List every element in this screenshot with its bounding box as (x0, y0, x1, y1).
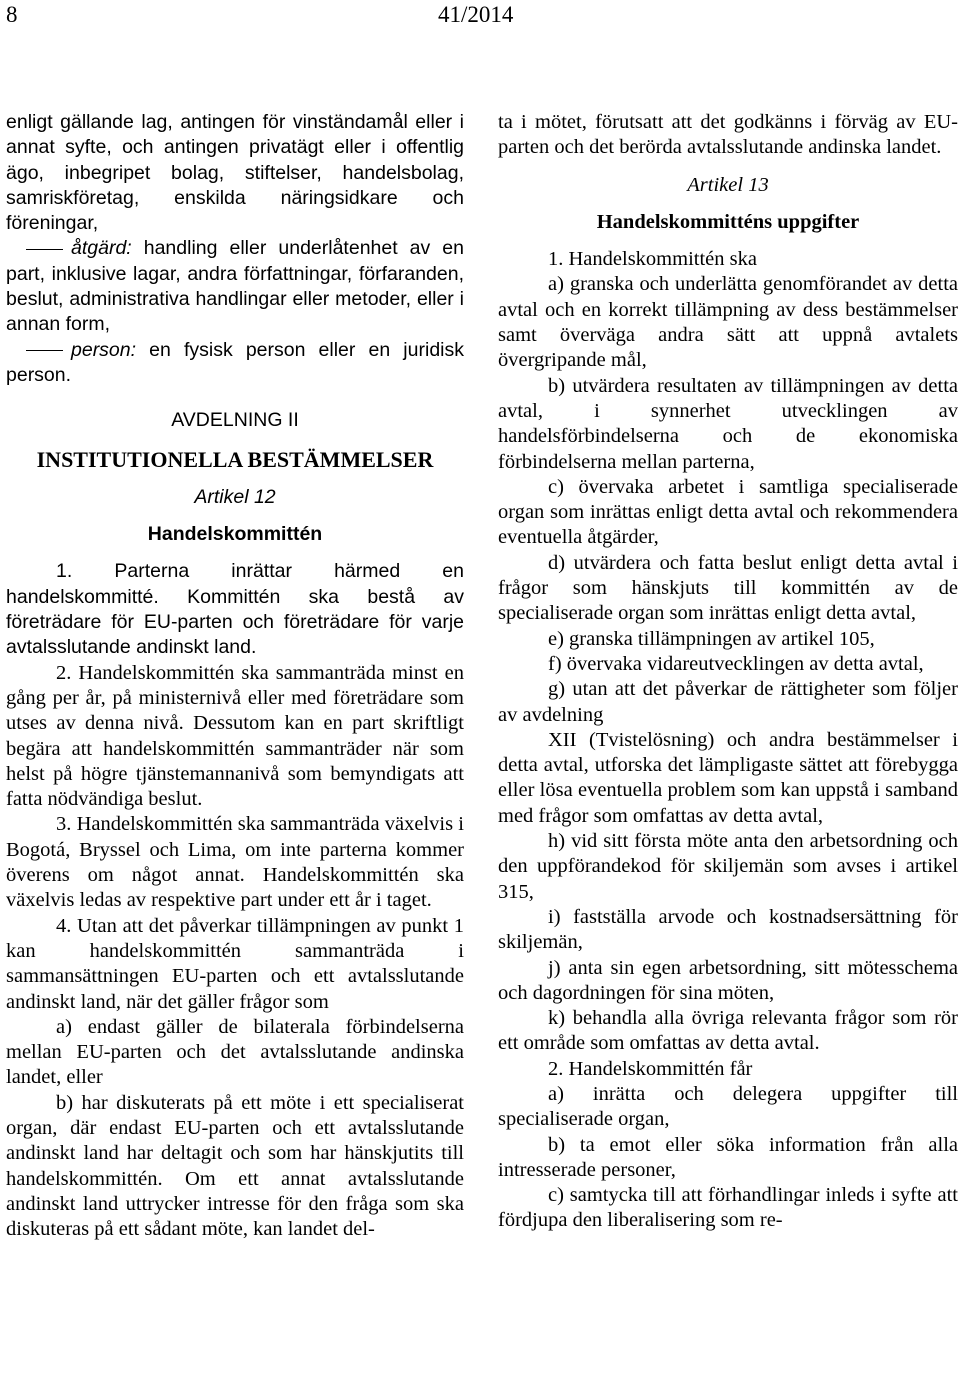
item-g-continued: XII (Tvistelösning) och andra bestämmelser i detta avtal, utforska det lämpligaste sättet att förebygga eller lösa eventuella problem som kan uppstå i samband med frågor som omfattas av detta avtal, (498, 728, 958, 827)
item-k: k) behandla alla övriga relevanta frågor som rör ett område som omfattas av detta avtal. (498, 1007, 958, 1055)
paragraph-4a: a) endast gäller de bilaterala förbindelserna mellan EU-parten och det avtalsslutande andinska landet, eller (6, 1015, 464, 1089)
article-number: Artikel 12 (194, 485, 276, 508)
left-column (6, 110, 464, 1242)
page-number: 8 (6, 2, 18, 27)
item-f: f) övervaka vidareutvecklingen av detta avtal, (548, 652, 924, 675)
right-column (498, 110, 958, 1234)
definition-text: en fysisk person eller en juridisk person. (6, 338, 464, 386)
item-g: g) utan att det påverkar de rättigheter som följer av avdelning (498, 678, 958, 726)
continuation-text: ta i mötet, förutsatt att det godkänns i förväg av EU-parten och det berörda avtalsslutande andinska landet. (498, 111, 958, 159)
definition-term: person: (71, 338, 137, 361)
paragraph-3: 3. Handelskommittén ska sammanträda växelvis i Bogotá, Bryssel och Lima, om inte parterna kommer överens om något annat. Handelskommittén ska växelvis ledas av respektive part under ett år i taget. (6, 813, 464, 912)
item-e: e) granska tillämpningen av artikel 105, (548, 627, 875, 650)
article-title: Handelskommitténs uppgifter (596, 210, 860, 233)
definition-text: handling eller underlåtenhet av en part, inklusive lagar, andra författningar, förfaranden, beslut, administrativa handlingar eller metoder, eller i annan form, (6, 237, 464, 336)
dash-icon (26, 350, 63, 351)
paragraph-2a: a) inrätta och delegera uppgifter till specialiserade organ, (498, 1082, 958, 1131)
item-j: j) anta sin egen arbetsordning, sitt mötesschema och dagordningen för sina möten, (498, 956, 958, 1004)
item-b: b) utvärdera resultaten av tillämpningen av detta avtal, i synnerhet utvecklingen av handelsförbindelserna och de ekonomiska förbindelserna mellan parterna, (498, 374, 958, 473)
paragraph-2: 2. Handelskommittén får (548, 1057, 753, 1080)
item-h: h) vid sitt första möte anta den arbetsordning och den uppförandekod för skiljemän som avses i artikel 315, (498, 830, 958, 903)
item-d: d) utvärdera och fatta beslut enligt detta avtal i frågor som hänskjuts till kommittén av de specialiserade organ som inrättas enligt detta avtal, (498, 551, 958, 625)
paragraph-2c: c) samtycka till att förhandlingar inleds i syfte att fördjupa den liberalisering som re- (498, 1184, 958, 1232)
dash-icon (26, 249, 63, 250)
item-c: c) övervaka arbetet i samtliga specialiserade organ som inrättas enligt detta avtal och rekommendera eventuella åtgärder, (498, 475, 958, 549)
division-title: INSTITUTIONELLA BESTÄMMELSER (36, 446, 434, 472)
item-a: a) granska och underlätta genomförandet av detta avtal och en korrekt tillämpning av dess bestämmelser samt överväga andra sätt att uppnå avtalets övergripande mål, (498, 273, 958, 372)
definition-term: åtgärd: (71, 237, 132, 260)
definition-continuation: enligt gällande lag, antingen för vinständamål eller i annat syfte, och antingen privatägt eller i offentlig ägo, inbegripet bolag, stiftelser, handelsbolag, samriskföretag, enskilda näringsidkare och föreningar, (6, 111, 464, 235)
paragraph-4b: b) har diskuterats på ett möte i ett specialiserat organ, där endast EU-parten och ett avtalsslutande andinskt land har deltagit och som har hänskjutits till handelskommittén. Om ett annat avtalsslutande andinskt land uttrycker intresse för den fråga som ska diskuteras på ett sådant möte, kan landet del- (6, 1091, 464, 1241)
paragraph-1: 1. Handelskommittén ska (548, 248, 757, 271)
issue-number: 41/2014 (438, 2, 514, 27)
article-number: Artikel 13 (687, 173, 769, 196)
paragraph-2b: b) ta emot eller söka information från alla intresserade personer, (498, 1133, 958, 1181)
page-header (0, 0, 960, 36)
paragraph-1: 1. Parterna inrättar härmed en handelskommitté. Kommittén ska bestå av företrädare för EU-parten och företrädare för varje avtalsslutande andinskt land. (6, 560, 464, 659)
definition-atgard (6, 236, 464, 337)
definition-person (6, 338, 464, 389)
article-title: Handelskommittén (147, 523, 323, 546)
item-i: i) fastställa arvode och kostnadsersättning för skiljemän, (498, 905, 958, 954)
division-label: AVDELNING II (171, 409, 299, 432)
paragraph-2: 2. Handelskommittén ska sammanträda minst en gång per år, på ministernivå eller med företrädare som utses av denna nivå. Dessutom kan en part skriftligt begära att handelskommittén sammanträder när som helst på högre tjänstemannanivå som bemyndigats att fatta nödvändiga beslut. (6, 661, 464, 811)
paragraph-4: 4. Utan att det påverkar tillämpningen av punkt 1 kan handelskommittén sammanträda i sammansättningen EU-parten och ett avtalsslutande andinskt land, när det gäller frågor som (6, 914, 464, 1013)
